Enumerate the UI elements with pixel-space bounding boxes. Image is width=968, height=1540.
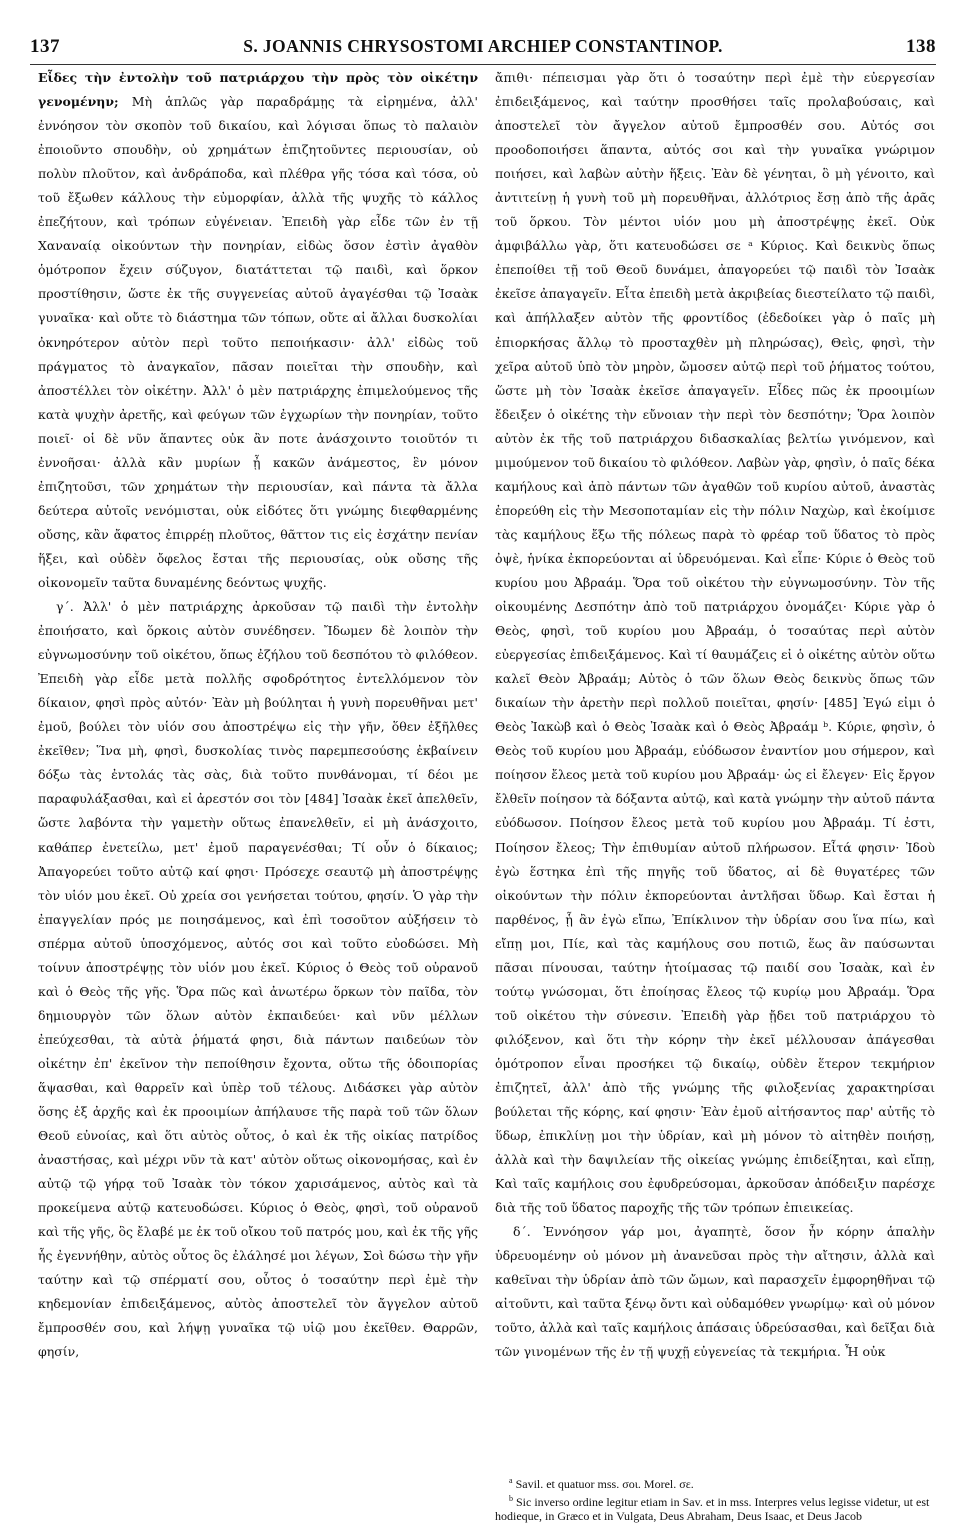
running-header <box>30 36 936 62</box>
left-paragraph-2-text: Ἀλλ' ὁ μὲν πατριάρχης ἀρκοῦσαν τῷ παιδὶ τὴν ἐντολὴν ἐποιήσατο, καὶ ὅρκοις αὐτὸν συνέδησεν. Ἴδωμεν δὲ λοιπὸν τὴν εὐγνωμοσύνην τοῦ οἰκέτου, ὅπως ἐζήλου τοῦ δεσπότου τὸ φιλόθεον. Ἐπειδὴ γὰρ εἶδε μετὰ πολλῆς σφοδρότητος ἐντελλόμενον τὸν δίκαιον, φησὶ πρὸς αὐτόν· Ἐὰν μὴ βούληται ἡ γυνὴ πορευθῆναι μετ' ἐμοῦ, βούλει τὸν υἱόν σου ἀποστρέψω εἰς τὴν γῆν, ὅθεν ἐξῆλθες ἐκεῖθεν; Ἵνα μὴ, φησὶ, δυσκολίας τινὸς παρεμπεσούσης ἐκβαίνειν δόξω τὰς ἐντολάς τὰς σὰς, διὰ τοῦτο πυνθάνομαι, τί δέοι με παραφυλάξασθαι, καὶ εἰ ἀρεστόν σοι τὸν [484] Ἰσαὰκ ἐκεῖ ἀπελθεῖν, ὥστε λαβόντα τὴν γαμετὴν οὕτως ἐπανελθεῖν, εἰ μὴ ἀνάσχοιτο, καθάπερ ἐνετείλω, μετ' ἐμοῦ παραγενέσθαι; Τί οὖν ὁ δίκαιος; Ἀπαγορεύει τοῦτο αὐτῷ καί φησι· Πρόσεχε σεαυτῷ μὴ ἀποστρέψῃς τὸν υἱόν μου ἐκεῖ. Οὐ χρεία σοι γενήσεται τούτου, φησίν. Ὁ γὰρ τὴν ἐπαγγελίαν πρός με ποιησάμενος, καὶ ἐπὶ τοσοῦτον αὐξήσειν τὸ σπέρμα αὐτοῦ ὑποσχόμενος, αὐτός σοι καὶ τοῦτο εὐοδώσει. Μὴ τοίνυν ἀποστρέψῃς τὸν υἱόν μου ἐκεῖ. Κύριος ὁ Θεὸς τοῦ οὐρανοῦ καὶ ὁ Θεὸς τῆς γῆς. Ὅρα πῶς καὶ ἀνωτέρω ὅρκων τὸν παῖδα, τὸν δημιουργὸν τῶν ὅλων αὐτὸν ἐκπαιδεύει· καὶ νῦν μέλλων ἐπεύχεσθαι, τὰ αὐτὰ ῥήματά φησι, διὰ πάντων παιδεύων τὸν οἰκέτην ἐπ' ἐκεῖνον τὴν πεποίθησιν ἔχοντα, οὕτω τῆς ὁδοιπορίας ἅψασθαι, καὶ θαρρεῖν καὶ ὑπὲρ τοῦ τέλους. Διδάσκει γὰρ αὐτὸν ὅσης ἐξ ἀρχῆς καὶ ἐκ προοιμίων ἀπήλαυσε τῆς παρὰ τοῦ τῶν ὅλων Θεοῦ εὐνοίας, καὶ ὅτι αὐτὸς οὗτος, ὁ καὶ ἐκ τῆς οἰκίας πατρίδος ἀναστήσας, καὶ μέχρι νῦν τὰ κατ' αὐτὸν οὕτως οἰκονομήσας, καὶ ἐν αὐτῷ τῷ γήρᾳ τοῦ Ἰσαὰκ τὸν τόκον χαρισάμενος, αὐτὸς καὶ τὰ προκείμενα αὐτῷ κατευοδώσει. Κύριος ὁ Θεὸς, φησὶ, τοῦ οὐρανοῦ καὶ τῆς γῆς, ὃς ἔλαβέ με ἐκ τοῦ οἴκου τοῦ πατρός μου, καὶ ἐκ τῆς γῆς ἧς ἐγεννήθην, αὐτὸς οὗτος ὃς ἐλάλησέ μοι λέγων, Σοὶ δώσω τὴν γῆν ταύτην καὶ τῷ σπέρματί σου, οὗτος ὁ τοσαύτην περὶ ἐμὲ τὴν κηδεμονίαν ἐπιδειξάμενος, αὐτὸς ἀποστελεῖ τὸν ἄγγελον αὐτοῦ ἔμπροσθέν σου, καὶ λήψῃ γυναῖκα τῷ υἱῷ μου ἐκεῖθεν. Θαρρῶν, φησίν, <box>38 599 478 1360</box>
right-paragraph-1: ἄπιθι· πέπεισμαι γὰρ ὅτι ὁ τοσαύτην περὶ ἐμὲ τὴν εὐεργεσίαν ἐπιδειξάμενος, καὶ ταύτην προσθήσει ταῖς προλαβούσαις, καὶ ἀποστελεῖ τὸν ἄγγελον αὐτοῦ ἔμπροσθέν σου. Αὐτός σοι προοδοποιήσει ἅπαντα, αὐτός σοι καὶ τὴν γυναῖκα γνώριμον ποιήσει, καὶ λαβὼν αὐτὴν ἥξεις. Ἐὰν δὲ γένηται, ὃ μὴ γένοιτο, καὶ ἀντιτείνῃ ἡ γυνὴ τοῦ μὴ πορευθῆναι, ἀλλότριος ἔσῃ ἀπὸ τῆς ἀρᾶς τοῦ ὅρκου. Τὸν μέντοι υἱόν μου μὴ ἀποστρέψῃς ἐκεῖ. Οὐκ ἀμφιβάλλω γὰρ, ὅτι κατευοδώσει σε ᵃ Κύριος. Καὶ δεικνὺς ὅπως ἐπεποίθει τῇ τοῦ Θεοῦ δυνάμει, ἀπαγορεύει τῷ παιδὶ τὸν Ἰσαὰκ ἐκεῖσε ἀπαγαγεῖν. Εἶτα ἐπειδὴ μετὰ ἀκριβείας διεστείλατο τῷ παιδὶ, καὶ ἀπήλλαξεν αὐτὸν τῆς φροντίδος (ἐδεδοίκει γὰρ ὁ παῖς μὴ ἐπιορκήσας ἄλλῳ τὸ προσταχθὲν μὴ πληρώσας), Θεὶς, φησὶ, τὴν χεῖρα αὐτοῦ ὑπὸ τὸν μηρὸν, ὤμοσεν αὐτῷ περὶ τοῦ ῥήματος τούτου, ὥστε μὴ τὸν Ἰσαὰκ ἐκεῖσε ἀπαγαγεῖν. Εἶδες πῶς ἐκ προοιμίων ἔδειξεν ὁ οἰκέτης τὴν εὔνοιαν τὴν περὶ τὸν δεσπότην; Ὅρα λοιπὸν αὐτὸν ἐκ τῆς τοῦ πατριάρχου διδασκαλίας βελτίω γινόμενον, καὶ μιμούμενον τοῦ δικαίου τὸ φιλόθεον. Λαβὼν γὰρ, φησὶν, ὁ παῖς δέκα καμήλους καὶ ἀπὸ πάντων τῶν ἀγαθῶν τοῦ κυρίου αὐτοῦ, ἀναστὰς ἐπορεύθη εἰς τὴν Μεσοποταμίαν εἰς τὴν πόλιν Ναχὼρ, καὶ ἐκοίμισε τὰς καμήλους ἔξω τῆς πόλεως παρὰ τὸ φρέαρ τοῦ ὕδατος τὸ πρὸς ὀψὲ, ἡνίκα ἐκπορεύονται αἱ ὑδρευόμεναι. Καὶ εἶπε· Κύριε ὁ Θεὸς τοῦ κυρίου μου Ἀβραάμ. Ὅρα τοῦ οἰκέτου τὴν εὐγνωμοσύνην. Τὸν τῆς οἰκουμένης Δεσπότην ἀπὸ τοῦ πατριάρχου ὀνομάζει· Κύριε γὰρ ὁ Θεὸς, φησὶ, τοῦ κυρίου μου Ἀβραάμ, ὁ τοσαύτας περὶ αὐτὸν εὐεργεσίας ἐπιδειξάμενος. Καὶ τί θαυμάζεις εἰ ὁ οἰκέτης αὐτὸν οὕτω καλεῖ Θεὸν Ἀβραάμ; Αὐτὸς ὁ τῶν ὅλων Θεὸς δεικνὺς ὅπως τῶν δικαίων τὴν ἀρετὴν περὶ πολλοῦ ποιεῖται, φησίν· [485] Ἐγώ εἰμι ὁ Θεὸς Ἰακὼβ καὶ ὁ Θεὸς Ἰσαὰκ καὶ ὁ Θεὸς Ἀβραάμ ᵇ. Κύριε, φησὶν, ὁ Θεὸς τοῦ κυρίου μου Ἀβραάμ, εὐόδωσον ἐναντίον μου σήμερον, καὶ ποίησον ἔλεος μετὰ τοῦ κυρίου μου Ἀβραάμ· ὡς εἰ ἔλεγεν· Εἰς ἔργον ἔλθεῖν ποίησον τὰ δόξαντα αὐτῷ, καὶ κατὰ γνώμην τὴν αὐτοῦ πάντα εὐόδωσον. Ποίησον ἔλεος μετὰ τοῦ κυρίου μου Ἀβραάμ. Τί ἐστι, Ποίησον ἔλεος; Τὴν ἐπιθυμίαν αὐτοῦ πλήρωσον. Εἶτά φησιν· Ἰδοὺ ἐγὼ ἕστηκα ἐπὶ τῆς πηγῆς τοῦ ὕδατος, αἱ δὲ θυγατέρες τῶν οἰκούντων τὴν πόλιν ἐκπορεύονται ἀντλῆσαι ὕδωρ. Καὶ ἔσται ἡ παρθένος, ᾗ ἂν ἐγὼ εἴπω, Ἐπίκλινον τὴν ὑδρίαν σου ἵνα πίω, καὶ εἴπῃ μοι, Πίε, καὶ τὰς καμήλους σου ποτιῶ, ἕως ἂν παύσωνται πᾶσαι πίνουσαι, ταύτην ἡτοίμασας τῷ παιδί σου Ἰσαὰκ, καὶ ἐν τούτῳ γνώσομαι, ὅτι ἐποίησας ἔλεος τῷ κυρίῳ μου Ἀβραάμ. Ὅρα τοῦ οἰκέτου τὴν σύνεσιν. Ἐπειδὴ γὰρ ᾔδει τοῦ πατριάρχου τὸ φιλόξενον, καὶ ὅτι τὴν κόρην τὴν ἐκεῖ μέλλουσαν ἀπάγεσθαι ὁμότροπον εἶναι προσήκει τῷ δικαίῳ, οὐδὲν ἕτερον τεκμήριον ἐπιζητεῖ, ἀλλ' ἀπὸ τῆς γνώμης τῆς φιλοξενίας χαρακτηρίσαι βούλεται τῆς κόρης, καί φησιν· Ἐὰν ἐμοῦ αἰτήσαντος παρ' αὐτῆς τὸ ὕδωρ, ἐπικλίνῃ μοι τὴν ὑδρίαν, καὶ μὴ μόνον τὸ αἰτηθὲν ποιήσῃ, ἀλλὰ καὶ τὴν δαψιλείαν τῆς οἰκείας γνώμης ἐπιδείξηται, καὶ εἴπῃ, Καὶ ταῖς καμήλοις σου ἐφυδρεύσομαι, ἀρκοῦσαν ἀπόδειξιν παρέσχε διὰ τῆς τοῦ ὕδατος παροχῆς τῆς τῶν τρόπων ἐπιεικείας. <box>495 70 935 1216</box>
footnote-a <box>495 1474 935 1492</box>
section-number-3: γ΄. <box>56 599 74 615</box>
footnote-b-mark: b <box>509 1493 513 1503</box>
page-number-left: 137 <box>30 36 60 57</box>
left-paragraph-1 <box>38 66 478 595</box>
right-column <box>495 66 935 1471</box>
left-paragraph-1-text: Μὴ ἁπλῶς γὰρ παραδράμῃς τὰ εἰρημένα, ἀλλ' ἐννόησον τὸν σκοπὸν τοῦ δικαίου, καὶ λόγισαι ὅπως τὸ παλαιὸν ἐποιοῦντο σπουδὴν, οὐ χρημάτων ἐπιζητοῦντες περιουσίαν, οὐ πολὺν πλοῦτον, καὶ ἀνδράποδα, καὶ πλέθρα γῆς τόσα καὶ τόσα, οὐ τοῦ ἔξωθεν κάλλους τὴν εὐμορφίαν, ἀλλὰ τῆς ψυχῆς τὸ κάλλος ἐπεζήτουν, καὶ τρόπων εὐγένειαν. Ἐπειδὴ γὰρ εἶδε τῶν ἐν τῇ Χαναναίᾳ οἰκούντων τὴν πονηρίαν, εἰδὼς ὅσον ἐστὶν ἀγαθὸν ὁμότροπον ἔχειν σύζυγον, διατάττεται τῷ παιδὶ, καὶ ὅρκον προστίθησιν, ὥστε ἐκ τῆς συγγενείας αὐτοῦ ἀγαγέσθαι τῷ Ἰσαὰκ γυναῖκα· καὶ οὔτε τὸ διάστημα τῶν τόπων, οὔτε αἱ ἄλλαι δυσκολίαι ὀκνηρότερον αὐτὸν περὶ τοῦτο πεποιήκασιν· ἀλλ' εἰδὼς τοῦ πράγματος τὸ ἀναγκαῖον, πᾶσαν ποιεῖται τὴν σπουδὴν, καὶ ἀποστέλλει τὸν οἰκέτην. Ἀλλ' ὁ μὲν πατριάρχης ἐπιμελούμενος τῆς κατὰ ψυχὴν ἀρετῆς, καὶ φεύγων τῶν ἐγχωρίων τὴν πονηρίαν, τοῦτο ποιεῖ· οἱ δὲ νῦν ἅπαντες οὐκ ἂν ποτε ἀνάσχοιντο τοιοῦτόν τι ἐννοῆσαι· ἀλλὰ κἂν μυρίων ᾖ κακῶν ἀνάμεστος, ἓν μόνον ἐπιζητοῦσι, τῶν χρημάτων τὴν περιουσίαν, καὶ πάντα τὰ ἄλλα δεύτερα αὐτοῖς νενόμισται, οὐκ εἰδότες ὅτι γνώμης διεφθαρμένης οὔσης, κἂν ἄφατος ἐπιρρέῃ πλοῦτος, θᾶττον τις εἰς ἐσχάτην πενίαν ἥξει, καὶ οὐδὲν ὄφελος ἔσται τῆς περιουσίας, οὐκ οὔσης τῆς οἰκονομεῖν ταῦτα δυναμένης δεόντως ψυχῆς. <box>38 94 478 590</box>
footnote-a-mark: a <box>509 1476 513 1485</box>
footnote-b-text: Sic inverso ordine legitur etiam in Sav. et in mss. Interpres velus legisse videtur, ut est hodieque, in Græco et in Vulgata, Deus Abraham, Deus Isaac, et Deus Jacob <box>495 1494 930 1523</box>
running-title: S. JOANNIS CHRYSOSTOMI ARCHIEP CONSTANTINOP. <box>243 36 723 56</box>
left-paragraph-2 <box>38 595 478 1365</box>
right-paragraph-2 <box>495 1220 935 1364</box>
left-column <box>38 66 478 1471</box>
opening-question: Εἶδες τὴν ἐντολὴν τοῦ πατριάρχου τὴν πρὸς τὸν οἰκέτην γενομένην; <box>38 70 478 110</box>
footnotes <box>495 1474 935 1524</box>
footnote-b <box>495 1492 935 1524</box>
section-number-4: δ΄. <box>513 1224 531 1240</box>
right-paragraph-2-text: Ἐννόησον γάρ μοι, ἀγαπητὲ, ὅσον ἦν κόρην ἁπαλὴν ὑδρευομένην οὐ μόνον μὴ ἀνανεῦσαι πρὸς τὴν αἴτησιν, ἀλλὰ καὶ καθεῖναι τὴν ὑδρίαν ἀπὸ τῶν ὤμων, καὶ παρασχεῖν ἐμφορηθῆναι τῷ αἰτοῦντι, καὶ ταῦτα ξένῳ ὄντι καὶ οὐδαμόθεν γνωρίμῳ· καὶ οὐ μόνον τοῦτο, ἀλλὰ καὶ ταῖς καμήλοις ἁπάσαις ὑδρεύσασθαι, καὶ δεῖξαι διὰ τῶν γινομένων τῆς ἐν τῇ ψυχῇ εὐγενείας τὰ τεκμήρια. Ἦ οὐκ <box>495 1224 935 1360</box>
footnote-a-text: Savil. et quatuor mss. σοι. Morel. σε. <box>515 1477 694 1491</box>
header-rule <box>30 64 936 65</box>
page-number-right: 138 <box>905 36 936 57</box>
